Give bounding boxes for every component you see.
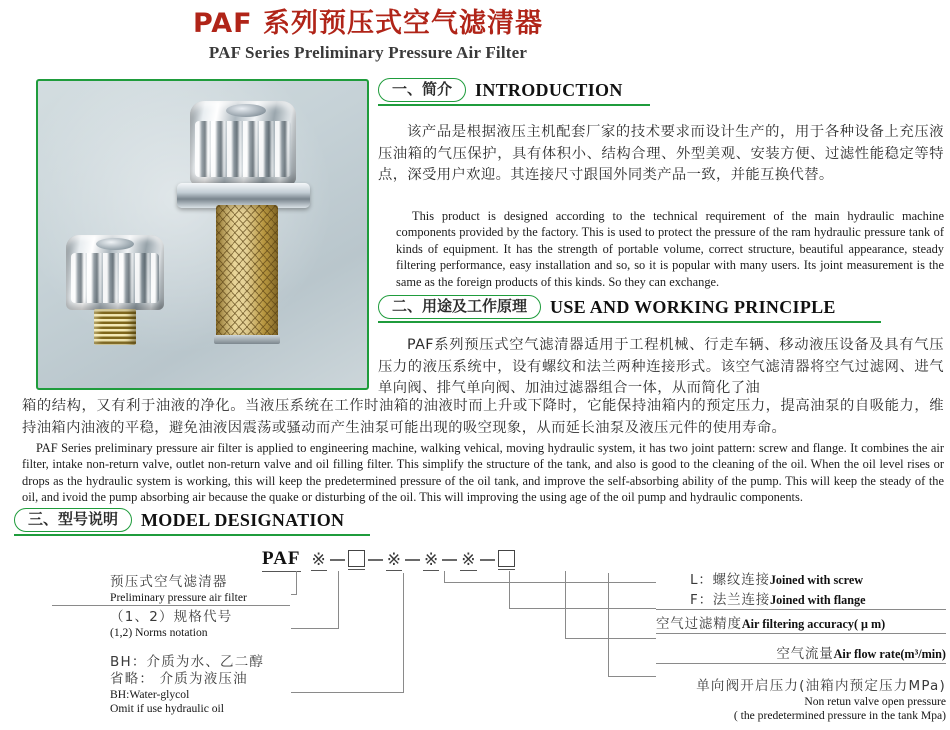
label-flange-connection [656,591,946,610]
section-1-rule [378,104,650,106]
label-screw-connection [656,571,946,589]
leader-valve-vertical [608,573,610,677]
leader-medium-vertical [403,573,405,693]
section-header-model-designation [14,508,414,536]
label-preliminary-filter [52,574,290,606]
small-filter-cap-icon [66,235,164,310]
large-cap-top-disc [226,104,266,117]
filter-mesh-base [214,335,280,344]
model-code-token-8: ※ [461,549,476,570]
label-norms-notation-en: (1,2) Norms notation [110,626,208,639]
section-header-introduction [378,78,943,106]
large-cap-flutes [195,121,291,177]
model-code-token-4: ※ [386,549,402,570]
principle-chinese-text-wrap: PAF系列预压式空气滤清器适用于工程机械、行走车辆、移动液压设备及具有气压压力的液压系统中，设有螺纹和法兰两种连接形式。该空气滤清器将空气过滤网、进气单向阀、排气单向阀、加油过滤器组合一体，从而简化了油 [378,337,944,396]
model-code-token-6: ※ [424,549,439,570]
label-preliminary-filter-cn: 预压式空气滤清器 [110,574,228,590]
model-code-token-2 [348,550,365,570]
label-air-flow-rate-text: 空气流量Air flow rate(m³/min) [656,645,946,664]
leader-accuracy-vertical [509,571,511,609]
small-cap-flutes [71,253,159,303]
title-chinese: PAF 系列预压式空气滤清器 [192,8,544,39]
leader-accuracy-horizontal [509,608,656,610]
label-filtering-accuracy-text: 空气过滤精度Air filtering accuracy( μ m) [656,615,946,634]
label-screw-connection-text: L：螺纹连接Joined with screw [690,572,864,588]
label-flange-connection-text: F：法兰连接Joined with flange [656,591,946,610]
title-english: PAF Series Preliminary Pressure Air Filter [208,42,528,62]
model-code-dash-9 [480,559,495,560]
leader-airflow-horizontal [565,638,656,640]
principle-chinese-text-full: 箱的结构，又有利于油液的净化。当液压系统在工作时油箱的油液时而上升或下降时，它能保持油箱内的预定压力，提高油泵的自吸能力，维持油箱内油液的平稳，避免油液因震荡或骚动而产生油泵可能出现的吸空现象，从而延长油泵及液压元件的使用寿命。 [22,398,944,436]
label-filtering-accuracy [656,615,946,634]
label-nonreturn-valve-pressure [616,678,946,723]
label-medium-type-en: BH:Water-glycol [110,688,190,701]
leader-medium-horizontal [291,692,404,694]
label-medium-type [110,654,295,716]
label-nonreturn-valve-en: Non retun valve open pressure [804,695,946,708]
section-2-rule [378,321,881,323]
model-code-row [262,547,515,573]
model-code-dash-3 [368,559,383,560]
leader-airflow-vertical [565,571,567,639]
label-preliminary-filter-en: Preliminary pressure air filter [52,591,290,606]
model-code-dash-5 [405,559,420,560]
introduction-chinese-text: 该产品是根据液压主机配套厂家的技术要求而设计生产的，用于各种设备上充压液压油箱的气压保护，具有体积小、结构合理、外型美观、安装方便、过滤性能稳定等特点，深受用户欢迎。其连接尺寸跟国外同类产品一致，并能互换代替。 [378,124,944,183]
label-nonreturn-valve-en2: ( the predetermined pressure in the tank Mpa) [733,709,946,722]
principle-english-text: PAF Series preliminary pressure air filter is applied to engineering machine, walking vehical, moving hydraulic system, it has two joint pattern: screw and flange. It combines the air filter, intake non-return valve, outlet non-return valve and oil filling filter. This simplify the structure of the tank, and also is good to the cleaning of the oil. When the oil level rises or drops as the hydraulic system is working, this will keep the predetermined pressure of the oil tank, and improve the self-absorbing ability of the pump. This will keep the steady of the oil, and ivoid the pump absorbing air because the quake or disturbing of the oil. This will improving the using age of the oil pump and hydraulic components. [22,441,944,505]
leader-spec-horizontal [291,628,339,630]
small-filter-screw-thread [94,309,136,345]
section-1-title: INTRODUCTION [475,80,623,100]
section-3-title: MODEL DESIGNATION [141,510,345,530]
label-air-flow-rate [656,645,946,664]
filter-mesh-element [216,205,278,338]
leader-paf-vertical [296,571,298,595]
label-medium-type-en2: Omit if use hydraulic oil [110,702,224,715]
section-1-number: 一、简介 [378,78,466,102]
model-code-token-0: ※ [311,549,326,570]
label-norms-notation [110,609,290,640]
section-2-title: USE AND WORKING PRINCIPLE [550,297,836,317]
label-norms-notation-cn: （1、2）规格代号 [110,609,233,625]
large-filter-cap-icon [190,101,296,185]
section-3-rule [14,534,370,536]
section-3-number: 三、型号说明 [14,508,132,532]
leader-connection-horizontal [444,582,656,584]
introduction-english-text: This product is designed according to the technical requirement of the main hydraulic machine components provided by the factory. This is used to protect the pressure of the ram hydraulic pressure tank of kinds of equipment. It has the strength of portable volume, correct structure, beautiful appearance, steady filtering performance, easy installation and so, so it is popular with many users. Its joint measurement is the same as the foreign products of this kinds. So they can exchange. [396,209,944,289]
section-2-number: 二、用途及工作原理 [378,295,541,319]
label-medium-type-cn2: 省略： 介质为液压油 [110,671,248,687]
model-code-prefix: PAF [262,548,301,572]
section-header-use-principle [378,295,943,323]
leader-paf-horizontal [291,594,297,596]
label-medium-type-cn: BH：介质为水、乙二醇 [110,654,265,670]
model-designation-diagram [0,545,950,730]
model-code-dash-7 [442,559,457,560]
page-title [108,8,628,63]
model-code-token-10 [498,550,515,570]
model-code-dash-1 [330,559,345,560]
leader-spec-vertical [338,571,340,629]
product-photo [36,79,369,390]
label-nonreturn-valve-cn: 单向阀开启压力(油箱内预定压力MPa) [696,678,946,694]
small-cap-top-disc [96,238,134,250]
